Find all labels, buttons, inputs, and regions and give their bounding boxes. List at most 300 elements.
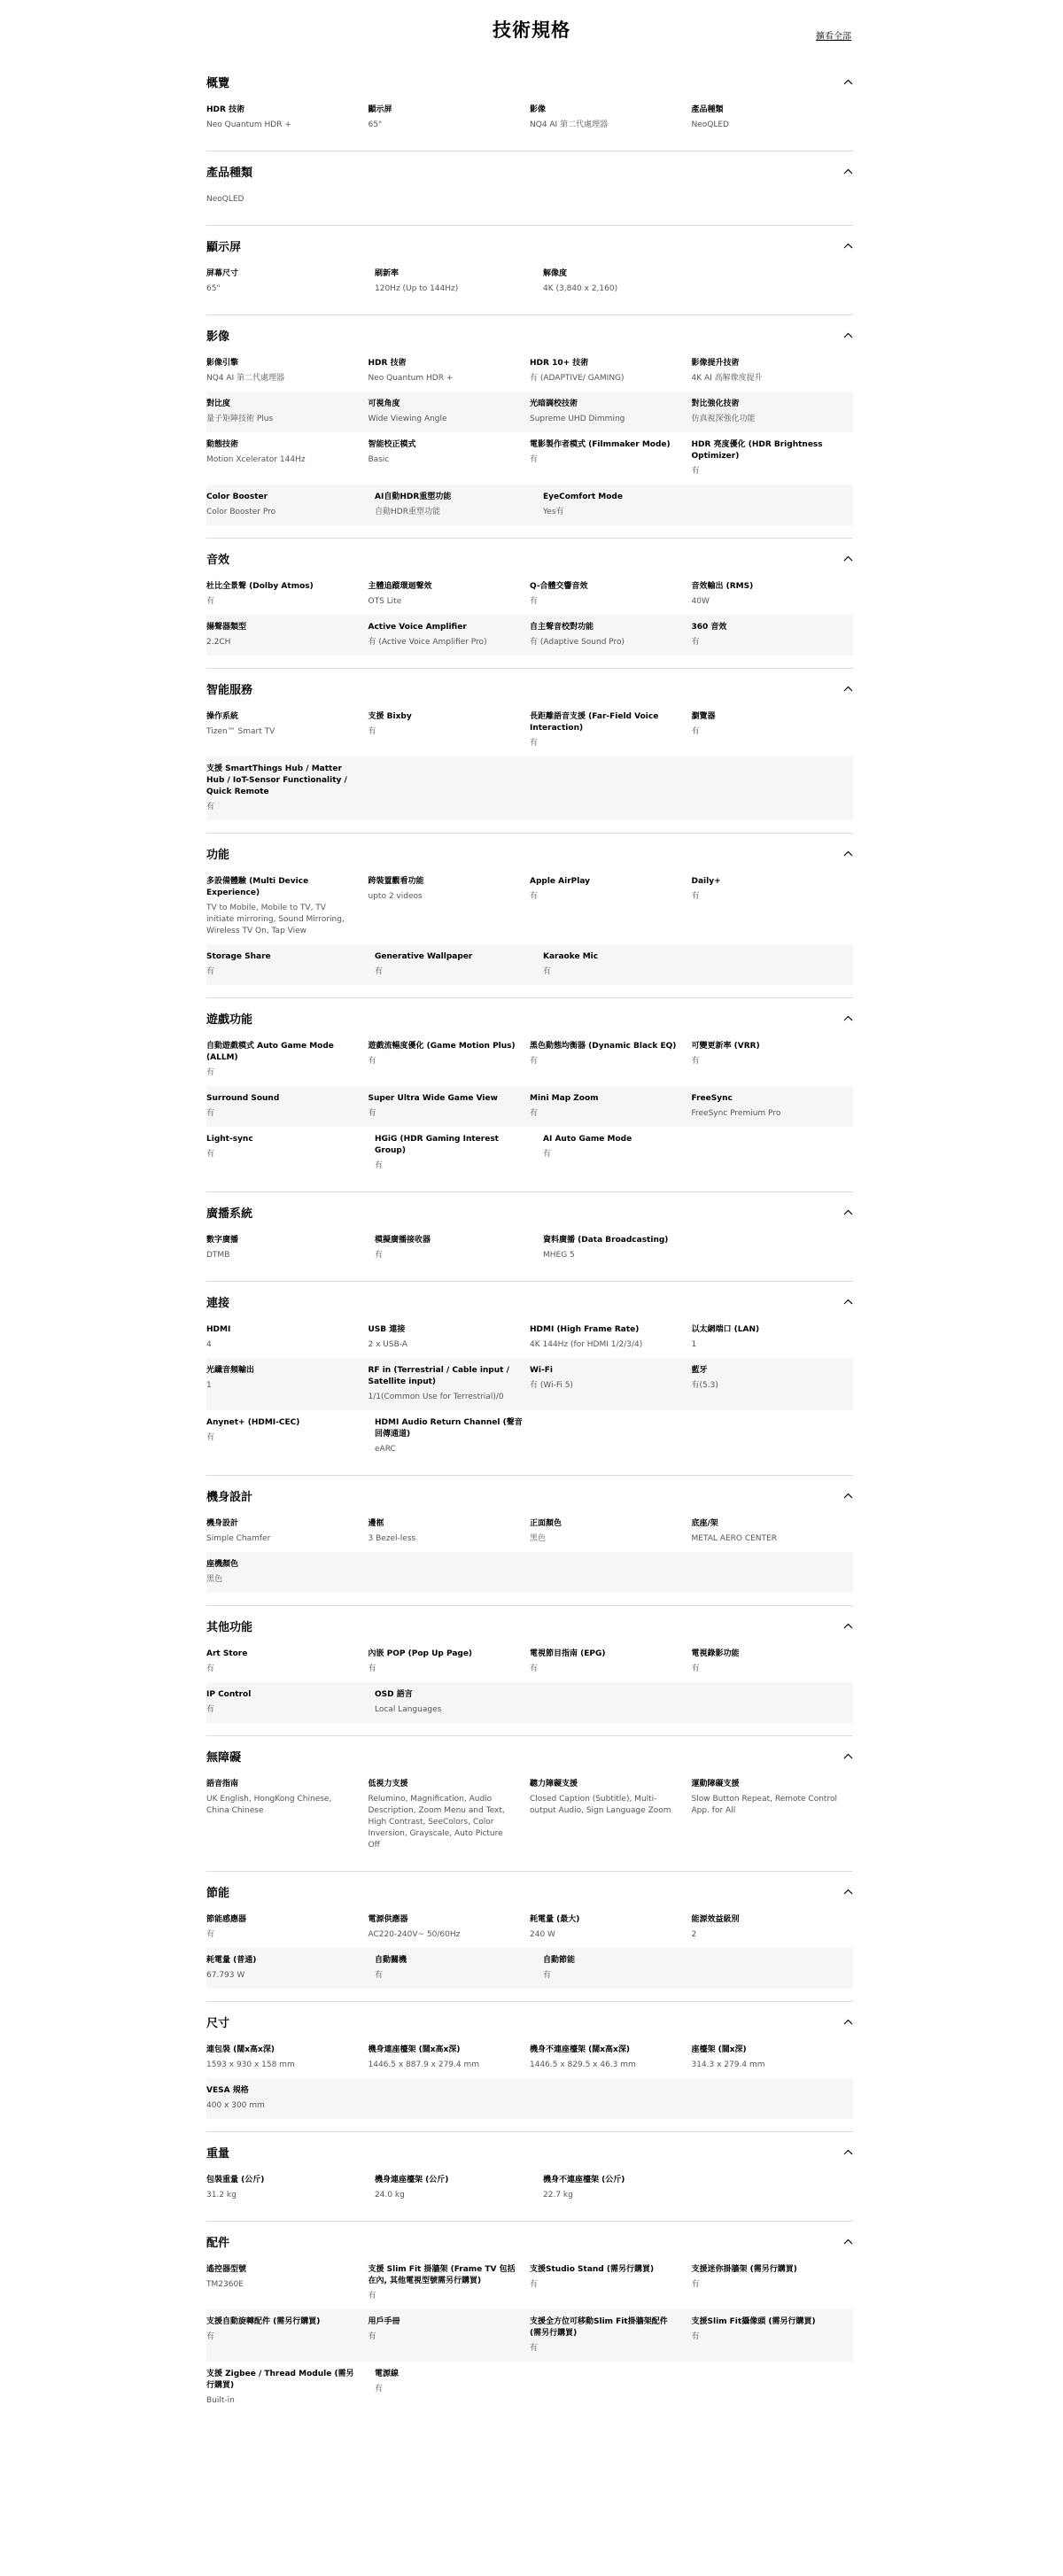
spec-label: 揚聲器類型 — [206, 623, 247, 632]
chevron-up-icon[interactable] — [842, 1490, 853, 1501]
spec-section — [206, 997, 853, 1191]
section-body — [206, 1772, 853, 1871]
spec-value: 65" — [206, 284, 221, 293]
spec-item — [530, 1518, 692, 1545]
spec-item — [206, 2369, 375, 2407]
spec-item — [692, 1041, 854, 1079]
spec-value: 有 (Adaptive Sound Pro) — [530, 638, 625, 647]
spec-label: HDMI — [206, 1325, 231, 1334]
spec-value: 有 — [530, 892, 539, 901]
spec-label: Apple AirPlay — [530, 877, 591, 886]
spec-label: Generative Wallpaper — [375, 952, 473, 961]
spec-item — [692, 622, 854, 648]
section-body — [206, 2168, 853, 2221]
spec-row — [206, 704, 853, 757]
spec-section — [206, 314, 853, 538]
spec-label: 機身連座檯架 (公斤) — [375, 2176, 449, 2184]
spec-item — [530, 1324, 692, 1351]
spec-label: 低視力支援 — [368, 1780, 408, 1788]
spec-item — [692, 2316, 854, 2355]
spec-item — [206, 105, 369, 131]
spec-value: 有 — [530, 597, 539, 606]
section-title: 機身設計 — [206, 1490, 253, 1504]
spec-item — [543, 1134, 711, 1172]
spec-value: 314.3 x 279.4 mm — [691, 2060, 765, 2069]
spec-item — [375, 1235, 543, 1261]
section-body — [206, 2257, 853, 2426]
spec-label: Active Voice Amplifier — [368, 623, 467, 632]
section-header[interactable] — [206, 1192, 853, 1228]
spec-row — [206, 1552, 853, 1593]
spec-label: 支援 Zigbee / Thread Module (需另行購買) — [206, 2370, 354, 2390]
spec-label: 自動關機 — [375, 1956, 407, 1965]
spec-item — [692, 1093, 854, 1120]
spec-item — [206, 2316, 369, 2355]
spec-value: 有 — [206, 803, 215, 811]
section-header[interactable] — [206, 1872, 853, 1907]
spec-value: 有 — [206, 1705, 215, 1714]
spec-value: Neo Quantum HDR + — [206, 120, 291, 129]
spec-item — [543, 2175, 711, 2201]
section-title: 無障礙 — [206, 1750, 242, 1765]
section-body — [206, 704, 853, 833]
spec-row — [206, 1948, 853, 1989]
section-body — [206, 869, 853, 997]
spec-label: 以太網端口 (LAN) — [691, 1325, 760, 1334]
spec-item — [369, 622, 531, 648]
spec-item — [369, 358, 531, 384]
spec-label: 360 音效 — [691, 623, 727, 632]
spec-label: FreeSync — [691, 1094, 733, 1103]
spec-item — [206, 1779, 369, 1851]
section-header[interactable] — [206, 1282, 853, 1317]
section-title: 顯示屏 — [206, 240, 242, 254]
spec-value: 4 — [206, 1340, 212, 1349]
spec-item — [369, 1093, 531, 1120]
spec-label: 主體追蹤環迴聲效 — [368, 582, 432, 591]
section-body — [206, 261, 853, 314]
spec-value: METAL AERO CENTER — [691, 1534, 777, 1543]
spec-row — [206, 187, 853, 213]
spec-row — [206, 1034, 853, 1086]
spec-value: 有 — [368, 1109, 376, 1118]
section-header[interactable] — [206, 1476, 853, 1511]
spec-label: 機身連座檯架 (闊x高x深) — [368, 2045, 461, 2054]
spec-value: 22.7 kg — [543, 2191, 573, 2200]
spec-row — [206, 1127, 853, 1179]
spec-label: 機身不連座檯架 (闊x高x深) — [530, 2045, 630, 2054]
spec-value: Neo Quantum HDR + — [368, 374, 454, 383]
spec-label: Daily+ — [691, 877, 721, 886]
spec-item — [206, 1041, 369, 1079]
section-header[interactable] — [206, 2222, 853, 2257]
spec-label: 電源供應器 — [368, 1915, 408, 1924]
spec-item — [206, 622, 369, 648]
spec-value: 有 (ADAPTIVE/ GAMING) — [530, 374, 625, 383]
spec-row — [206, 485, 853, 525]
spec-label: 邊框 — [368, 1519, 384, 1528]
spec-value: 3 Bezel-less — [368, 1534, 416, 1543]
section-header[interactable] — [206, 1606, 853, 1641]
spec-label: RF in (Terrestrial / Cable input / Satellite input) — [368, 1366, 509, 1386]
spec-item — [369, 876, 531, 937]
spec-label: 音效輸出 (RMS) — [691, 582, 754, 591]
spec-value: 有 — [368, 727, 376, 736]
spec-item — [375, 1689, 543, 1716]
spec-item — [530, 1779, 692, 1851]
spec-item — [530, 2264, 692, 2302]
spec-item — [206, 1518, 369, 1545]
chevron-up-icon[interactable] — [842, 683, 853, 694]
spec-label: 正面顏色 — [530, 1519, 563, 1528]
spec-item — [530, 622, 692, 648]
spec-item — [369, 2316, 531, 2355]
spec-item — [206, 358, 369, 384]
spec-item — [206, 1093, 369, 1120]
spec-label: 連包裝 (闊x高x深) — [206, 2045, 275, 2054]
spec-item — [369, 2264, 531, 2302]
spec-value: 有 — [368, 1664, 376, 1673]
spec-row — [206, 574, 853, 615]
spec-value: TM2360E — [206, 2280, 244, 2289]
spec-label: HDMI Audio Return Channel (聲音回傳通道) — [375, 1418, 523, 1439]
spec-item — [206, 711, 369, 749]
spec-label: 耗電量 (普通) — [206, 1956, 257, 1965]
chevron-up-icon[interactable] — [842, 553, 853, 563]
section-body — [206, 1907, 853, 2001]
spec-section — [206, 668, 853, 833]
spec-label: 屏幕尺寸 — [206, 269, 239, 278]
section-header[interactable] — [206, 834, 853, 869]
spec-label: 跨裝置觀看功能 — [368, 877, 424, 886]
spec-item — [206, 951, 375, 978]
spec-value: 有 — [530, 739, 539, 748]
spec-value: 仿真視深強化功能 — [691, 415, 756, 423]
spec-row — [206, 1317, 853, 1358]
spec-value: 有 — [375, 1971, 384, 1980]
spec-item — [543, 492, 711, 518]
spec-value: 1446.5 x 829.5 x 46.3 mm — [530, 2060, 636, 2069]
spec-label: 顯示屏 — [368, 105, 392, 114]
spec-value: Yes有 — [543, 508, 564, 516]
spec-row — [206, 2078, 853, 2119]
spec-row — [206, 1086, 853, 1127]
spec-section — [206, 225, 853, 314]
spec-item — [530, 439, 692, 477]
spec-value: 4K (3,840 x 2,160) — [543, 284, 618, 293]
chevron-up-icon[interactable] — [842, 2236, 853, 2246]
chevron-up-icon[interactable] — [842, 1207, 853, 1217]
section-title: 產品種類 — [206, 166, 253, 180]
spec-label: 支援 Slim Fit 掛牆架 (Frame TV 包括在內, 其他電視型號需另行購買) — [368, 2265, 516, 2285]
page-title: 技術規格 — [493, 19, 570, 41]
spec-value: 有 — [543, 1150, 552, 1159]
spec-label: 電源線 — [375, 2370, 400, 2378]
spec-value: Closed Caption (Subtitle), Multi-output Audio, Sign Language Zoom — [530, 1795, 671, 1815]
spec-row — [206, 1682, 853, 1723]
spec-label: Karaoke Mic — [543, 952, 599, 961]
spec-label: Mini Map Zoom — [530, 1094, 599, 1103]
spec-value: 67.793 W — [206, 1971, 245, 1980]
section-header[interactable] — [206, 2132, 853, 2168]
spec-value: 1446.5 x 887.9 x 279.4 mm — [368, 2060, 480, 2069]
spec-value: Built-in — [206, 2396, 235, 2405]
section-body — [206, 2037, 853, 2131]
spec-item — [369, 1914, 531, 1941]
spec-item — [692, 1779, 854, 1851]
chevron-up-icon[interactable] — [842, 330, 853, 340]
spec-value: 有 — [691, 1057, 700, 1066]
spec-label: IP Control — [206, 1690, 252, 1699]
spec-value: 1 — [206, 1381, 212, 1390]
section-body — [206, 1034, 853, 1191]
chevron-up-icon[interactable] — [842, 2146, 853, 2157]
spec-row — [206, 1358, 853, 1410]
spec-value: 有 (Active Voice Amplifier Pro) — [368, 638, 487, 647]
spec-value: AC220-240V~ 50/60Hz — [368, 1930, 461, 1939]
spec-value: MHEG 5 — [543, 1251, 575, 1260]
expand-all-link[interactable]: 擴看全部 — [816, 32, 851, 42]
spec-label: 解像度 — [543, 269, 568, 278]
chevron-up-icon[interactable] — [842, 2016, 853, 2027]
spec-value: 31.2 kg — [206, 2191, 237, 2200]
spec-item — [206, 581, 369, 608]
spec-item — [206, 2264, 369, 2302]
spec-value: 4K AI 高解像度提升 — [691, 374, 763, 383]
chevron-up-icon[interactable] — [842, 1013, 853, 1023]
spec-item — [206, 268, 375, 295]
spec-item — [206, 1324, 369, 1351]
spec-item — [206, 399, 369, 425]
spec-value: Motion Xcelerator 144Hz — [206, 455, 306, 464]
spec-item — [206, 2045, 369, 2071]
spec-value: 1 — [691, 1340, 697, 1349]
chevron-up-icon[interactable] — [842, 1620, 853, 1631]
spec-item — [206, 2085, 375, 2112]
spec-label: 用戶手冊 — [368, 2317, 400, 2326]
spec-item — [369, 711, 531, 749]
spec-row — [206, 261, 853, 302]
spec-value: NeoQLED — [691, 120, 729, 129]
spec-value: 有 — [530, 1057, 539, 1066]
spec-row — [206, 432, 853, 485]
spec-value: NQ4 AI 第二代處理器 — [206, 374, 285, 383]
spec-label: EyeComfort Mode — [543, 493, 623, 501]
spec-value: NQ4 AI 第二代處理器 — [530, 120, 609, 129]
spec-item — [375, 492, 543, 518]
spec-value: 有 — [691, 727, 700, 736]
spec-label: AI自動HDR重塑功能 — [375, 493, 452, 501]
spec-section — [206, 2001, 853, 2131]
spec-value: 2 — [691, 1930, 697, 1939]
spec-value: Simple Chamfer — [206, 1534, 271, 1543]
spec-item — [692, 1649, 854, 1675]
section-header[interactable] — [206, 998, 853, 1034]
section-body — [206, 1641, 853, 1735]
section-body — [206, 574, 853, 668]
spec-item — [692, 1914, 854, 1941]
spec-item — [692, 1324, 854, 1351]
spec-value: 有(5.3) — [691, 1381, 718, 1390]
spec-value: Basic — [368, 455, 390, 464]
spec-value: 有 — [206, 1664, 215, 1673]
spec-section — [206, 1735, 853, 1871]
spec-label: 操作系統 — [206, 712, 239, 721]
spec-value: 24.0 kg — [375, 2191, 405, 2200]
spec-label: 光暗調校技術 — [530, 400, 578, 408]
spec-item — [206, 1134, 375, 1172]
section-header[interactable] — [206, 226, 853, 261]
spec-item — [206, 1955, 375, 1982]
chevron-up-icon[interactable] — [842, 848, 853, 858]
spec-value: 有 — [206, 2332, 215, 2341]
spec-label: 數字廣播 — [206, 1236, 239, 1245]
spec-value: 有 — [691, 2332, 700, 2341]
section-body — [206, 1317, 853, 1475]
spec-value: 4K 144Hz (for HDMI 1/2/3/4) — [530, 1340, 643, 1349]
spec-value: Color Booster Pro — [206, 508, 276, 516]
section-header[interactable] — [206, 151, 853, 187]
spec-item — [543, 268, 711, 295]
spec-label: 內嵌 POP (Pop Up Page) — [368, 1649, 473, 1658]
spec-value: TV to Mobile, Mobile to TV, TV initiate mirroring, Sound Mirroring, Wireless TV On, Tap View — [206, 904, 345, 935]
spec-value: 2 x USB-A — [368, 1340, 407, 1349]
spec-item — [369, 1779, 531, 1851]
section-title: 影像 — [206, 330, 230, 344]
section-title: 遊戲功能 — [206, 1013, 253, 1027]
spec-value: 有 — [691, 2280, 700, 2289]
spec-item — [206, 439, 369, 477]
spec-label: 電視節目指南 (EPG) — [530, 1649, 606, 1658]
spec-value: 有 — [530, 1109, 539, 1118]
spec-item — [530, 358, 692, 384]
spec-label: 座檯架 (闊x深) — [691, 2045, 747, 2054]
section-header[interactable] — [206, 62, 853, 97]
section-title: 重量 — [206, 2146, 230, 2161]
spec-item — [206, 1559, 375, 1586]
chevron-up-icon[interactable] — [842, 76, 853, 87]
spec-row — [206, 2168, 853, 2208]
spec-row — [206, 97, 853, 138]
spec-item — [369, 1518, 531, 1545]
section-body — [206, 1228, 853, 1281]
spec-label: 多設備體驗 (Multi Device Experience) — [206, 877, 309, 897]
spec-section — [206, 833, 853, 997]
spec-value: 有 — [368, 2292, 376, 2301]
spec-row — [206, 2309, 853, 2362]
spec-label: 資料廣播 (Data Broadcasting) — [543, 1236, 669, 1245]
spec-label: 對比度 — [206, 400, 231, 408]
spec-label: 電視錄影功能 — [691, 1649, 740, 1658]
spec-label: 支援 Bixby — [368, 712, 412, 721]
spec-value: upto 2 videos — [368, 892, 423, 901]
spec-label: 刷新率 — [375, 269, 400, 278]
spec-row — [206, 392, 853, 432]
chevron-up-icon[interactable] — [842, 240, 853, 251]
section-header[interactable] — [206, 669, 853, 704]
spec-item — [530, 1041, 692, 1079]
section-header[interactable] — [206, 2002, 853, 2037]
spec-section — [206, 538, 853, 668]
spec-label: 支援全方位可移動Slim Fit掛牆架配件 (需另行購買) — [530, 2317, 668, 2338]
section-title: 音效 — [206, 553, 230, 567]
spec-item — [530, 1649, 692, 1675]
spec-label: 可視角度 — [368, 400, 400, 408]
spec-item — [206, 2175, 375, 2201]
spec-item — [206, 1235, 375, 1261]
spec-item — [206, 1649, 369, 1675]
spec-value: 240 W — [530, 1930, 555, 1939]
specs-list — [206, 62, 853, 2426]
spec-label: 光纖音頻輸出 — [206, 1366, 255, 1375]
spec-label: Storage Share — [206, 952, 271, 961]
chevron-up-icon[interactable] — [842, 1750, 853, 1761]
spec-label: 黑色動態均衡器 (Dynamic Black EQ) — [530, 1042, 677, 1051]
spec-label: 影像引擎 — [206, 359, 239, 368]
spec-value: 有 — [206, 1433, 215, 1442]
spec-label: 藍牙 — [691, 1366, 708, 1375]
spec-label: 支援迷你掛牆架 (需另行購買) — [691, 2265, 797, 2274]
spec-value: Supreme UHD Dimming — [530, 415, 625, 423]
page-header — [0, 0, 1063, 62]
spec-row — [206, 1228, 853, 1269]
spec-item — [206, 1689, 375, 1716]
spec-label: 支援自動旋轉配件 (需另行購買) — [206, 2317, 321, 2326]
spec-item — [692, 2045, 854, 2071]
spec-label: Q-合體交響音效 — [530, 582, 588, 591]
section-body — [206, 97, 853, 151]
spec-value: 有 — [543, 967, 552, 976]
spec-item — [375, 1417, 543, 1455]
spec-item — [375, 2175, 543, 2201]
spec-label: HDR 技術 — [206, 105, 245, 114]
spec-value: 40W — [691, 597, 710, 606]
spec-value: 黑色 — [206, 1575, 223, 1584]
spec-value: 有 — [375, 2385, 384, 2394]
spec-item — [206, 194, 375, 206]
spec-label: 支援 SmartThings Hub / Matter Hub / IoT-Sensor Functionality / Quick Remote — [206, 764, 347, 796]
spec-label: Surround Sound — [206, 1094, 280, 1103]
section-title: 廣播系統 — [206, 1207, 253, 1221]
chevron-up-icon[interactable] — [842, 166, 853, 176]
spec-item — [369, 1365, 531, 1403]
spec-item — [375, 951, 543, 978]
spec-value: Relumino, Magnification, Audio Description, Zoom Menu and Text, High Contrast, SeeColors, Color Inversion, Grayscale, Auto Picture Off — [368, 1795, 505, 1850]
section-header[interactable] — [206, 315, 853, 351]
spec-value: 黑色 — [530, 1534, 547, 1543]
spec-value: 有 — [530, 2344, 539, 2353]
spec-value: Wide Viewing Angle — [368, 415, 447, 423]
spec-label: AI Auto Game Mode — [543, 1135, 632, 1144]
spec-value: 有 — [206, 1150, 215, 1159]
chevron-up-icon[interactable] — [842, 1296, 853, 1307]
spec-item — [206, 1417, 375, 1455]
spec-item — [692, 439, 854, 477]
chevron-up-icon[interactable] — [842, 1886, 853, 1897]
spec-label: OSD 語言 — [375, 1690, 413, 1699]
section-body — [206, 351, 853, 538]
section-header[interactable] — [206, 539, 853, 574]
section-header[interactable] — [206, 1736, 853, 1772]
spec-label: 聽力障礙支援 — [530, 1780, 578, 1788]
spec-value: 有 — [691, 467, 700, 476]
spec-row — [206, 1511, 853, 1552]
spec-label: 自動節能 — [543, 1956, 576, 1965]
spec-item — [692, 105, 854, 131]
spec-value: 有 — [368, 1057, 376, 1066]
spec-label: HDR 亮度優化 (HDR Brightness Optimizer) — [691, 440, 823, 461]
spec-section — [206, 151, 853, 225]
